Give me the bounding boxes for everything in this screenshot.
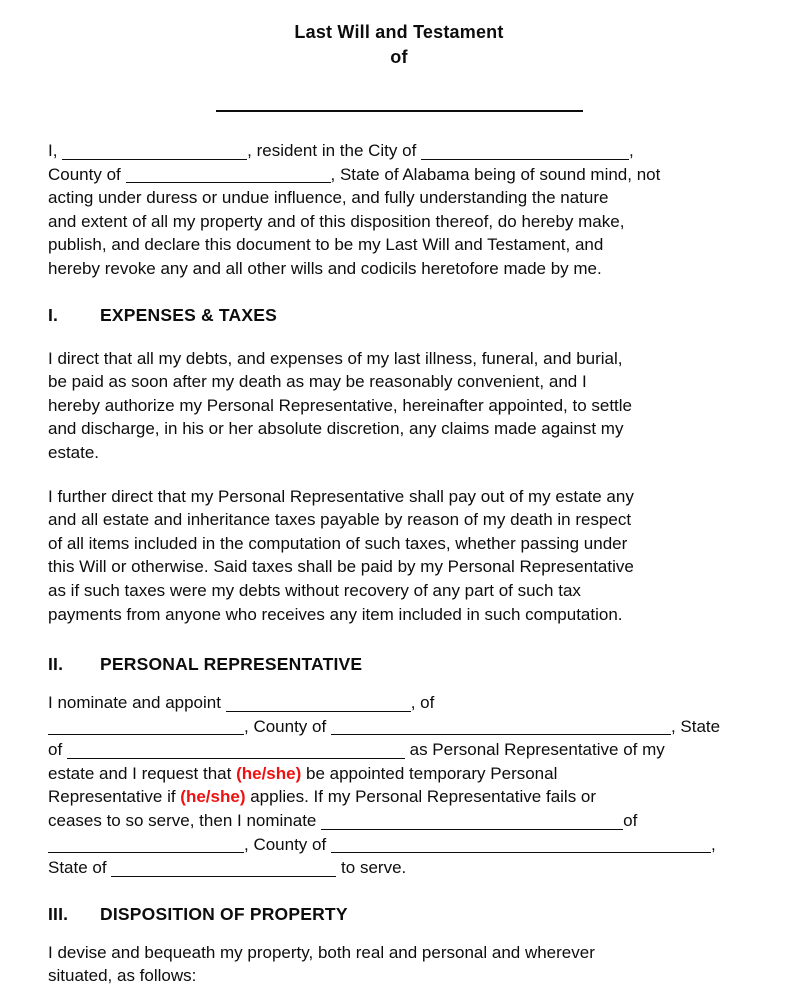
text-run: , resident in the City of	[247, 141, 422, 160]
text-run: applies. If my Personal Representative fails or	[245, 787, 597, 807]
document-blocks	[48, 139, 750, 988]
text-run: as if such taxes were my debts without recovery of any part of such tax	[48, 580, 581, 600]
paragraph-line	[48, 809, 750, 833]
paragraph	[48, 941, 750, 988]
paragraph-line	[48, 485, 750, 509]
fill-in-blank	[67, 744, 405, 759]
text-run: this Will or otherwise. Said taxes shall be paid by my Personal Representative	[48, 557, 634, 577]
text-run: to serve.	[336, 858, 407, 878]
fill-in-blank	[331, 838, 711, 853]
text-run: Representative if	[48, 787, 181, 807]
paragraph-line	[48, 603, 750, 627]
paragraph-line	[48, 417, 750, 441]
section-heading-label: EXPENSES & TAXES	[100, 304, 277, 325]
fill-in-blank	[48, 720, 244, 735]
paragraph-line	[48, 691, 750, 715]
section-number: III.	[48, 903, 69, 924]
paragraph-line	[48, 508, 750, 532]
paragraph	[48, 691, 750, 880]
paragraph-line	[48, 441, 750, 465]
paragraph-line	[48, 555, 750, 579]
text-run: I devise and bequeath my property, both real and personal and wherever	[48, 942, 595, 962]
paragraph-line	[48, 715, 750, 739]
text-run: of	[623, 811, 638, 831]
text-run: be paid as soon after my death as may be reasonably convenient, and I	[48, 372, 587, 392]
text-run: publish, and declare this document to be my Last Will and Testament, and	[48, 235, 604, 255]
text-run: and all estate and inheritance taxes payable by reason of my death in respect	[48, 510, 632, 530]
text-run: , County of	[244, 834, 331, 854]
document-title	[48, 20, 750, 70]
paragraph-line	[48, 210, 750, 234]
paragraph-line	[48, 370, 750, 394]
paragraph-line	[48, 257, 750, 281]
text-run: County of	[48, 164, 126, 184]
pronoun-choice-red: (he/she)	[180, 787, 246, 807]
text-run: be appointed temporary Personal	[301, 763, 558, 783]
paragraph-line	[48, 785, 750, 809]
fill-in-blank	[321, 815, 623, 830]
paragraph-line	[48, 233, 750, 257]
paragraph	[48, 139, 750, 281]
fill-in-blank	[331, 720, 671, 735]
section-heading	[48, 652, 750, 676]
fill-in-blank	[421, 145, 629, 160]
text-run: estate and I request that	[48, 763, 237, 783]
fill-in-blank	[48, 838, 244, 853]
document-title-line2: of	[390, 47, 408, 67]
text-run: of all items included in the computation of such taxes, whether passing under	[48, 533, 628, 553]
text-run: , County of	[244, 716, 331, 736]
text-run: ,	[710, 834, 716, 854]
text-run: , State of Alabama being of sound mind, not	[330, 164, 661, 184]
paragraph-line	[48, 532, 750, 556]
text-run: and discharge, in his or her absolute discretion, any claims made against my	[48, 419, 624, 439]
pronoun-choice-red: (he/she)	[236, 763, 302, 783]
text-run: payments from anyone who receives any item included in such computation.	[48, 604, 623, 624]
text-run: acting under duress or undue influence, and fully understanding the nature	[48, 188, 609, 208]
paragraph-line	[48, 186, 750, 210]
text-run: hereby revoke any and all other wills and codicils heretofore made by me.	[48, 258, 602, 278]
paragraph-line	[48, 856, 750, 880]
section-number: I.	[48, 304, 59, 325]
text-run: , State	[670, 716, 721, 736]
paragraph-line	[48, 941, 750, 965]
paragraph-line	[48, 347, 750, 371]
fill-in-blank	[126, 168, 331, 183]
fill-in-blank	[111, 862, 336, 877]
document-title-line1: Last Will and Testament	[294, 22, 504, 42]
section-heading-label: PERSONAL REPRESENTATIVE	[100, 654, 363, 675]
text-run: of	[48, 740, 67, 760]
text-run: and extent of all my property and of this disposition thereof, do hereby make,	[48, 211, 625, 231]
section-heading	[48, 902, 750, 926]
text-run: situated, as follows:	[48, 966, 197, 986]
paragraph-line	[48, 833, 750, 857]
section-heading	[48, 303, 750, 327]
paragraph-line	[48, 579, 750, 603]
text-run: State of	[48, 858, 112, 878]
paragraph-line	[48, 762, 750, 786]
paragraph-line	[48, 139, 750, 163]
fill-in-blank	[226, 697, 411, 712]
testator-name-blank-line	[216, 110, 583, 112]
section-number: II.	[48, 654, 64, 675]
paragraph-line	[48, 964, 750, 988]
paragraph-line	[48, 738, 750, 762]
paragraph	[48, 485, 750, 627]
text-run: as Personal Representative of my	[404, 740, 665, 760]
text-run: ceases to so serve, then I nominate	[48, 811, 322, 831]
paragraph-line	[48, 394, 750, 418]
text-run: I,	[48, 141, 63, 160]
fill-in-blank	[62, 145, 247, 160]
paragraph-line	[48, 163, 750, 187]
text-run: I further direct that my Personal Representative shall pay out of my estate any	[48, 486, 634, 506]
text-run: I direct that all my debts, and expenses of my last illness, funeral, and burial,	[48, 348, 623, 368]
paragraph	[48, 347, 750, 465]
text-run: estate.	[48, 442, 100, 462]
text-run: I nominate and appoint	[48, 693, 226, 713]
section-heading-label: DISPOSITION OF PROPERTY	[100, 903, 348, 924]
text-run: hereby authorize my Personal Representative, hereinafter appointed, to settle	[48, 395, 633, 415]
text-run: , of	[410, 693, 435, 713]
text-run: ,	[629, 141, 634, 160]
